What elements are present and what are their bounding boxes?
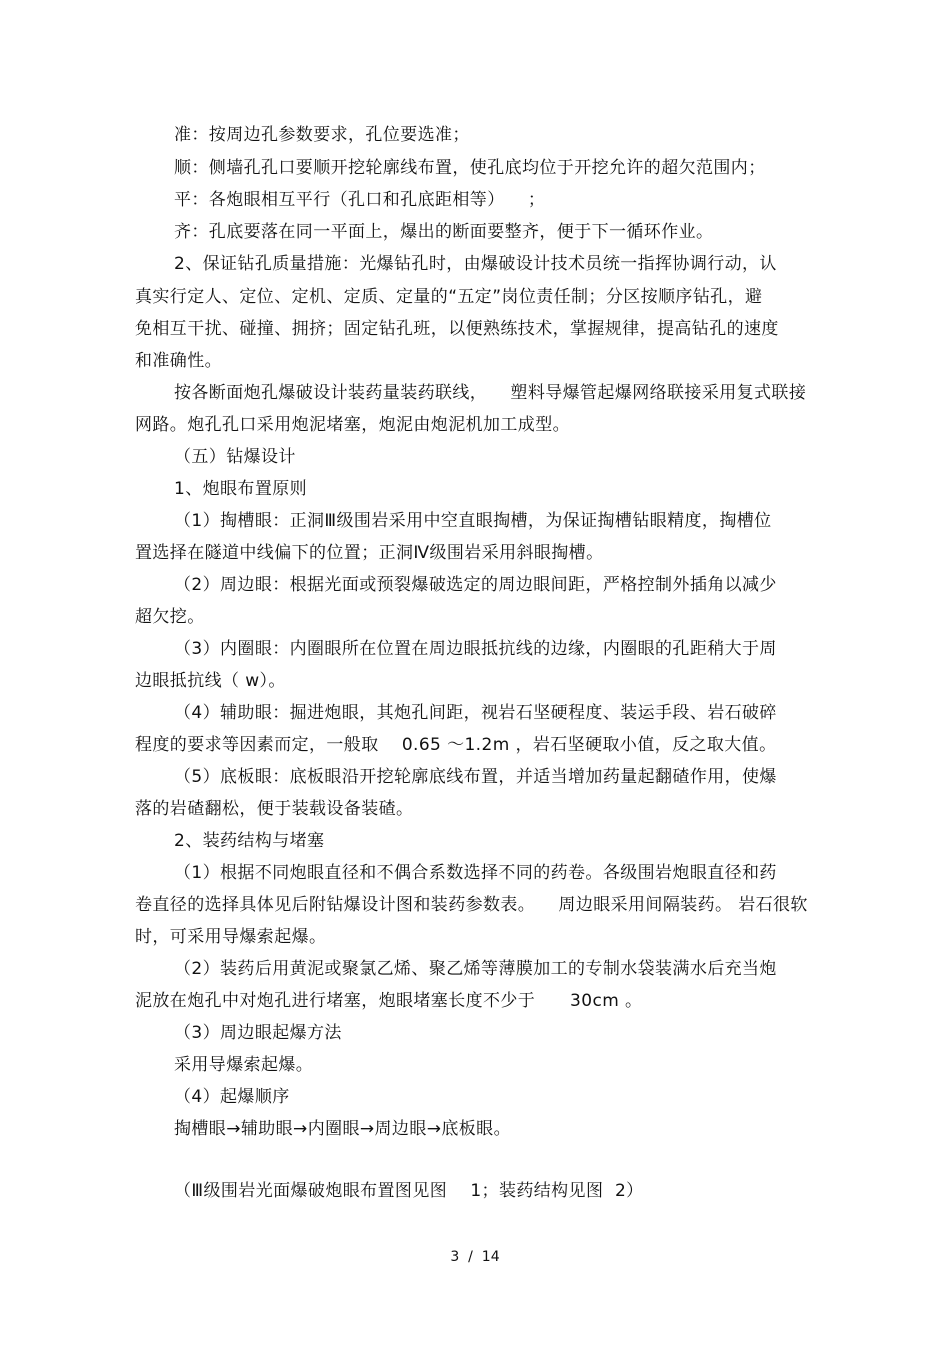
text-line: 超欠挖。 <box>135 607 205 627</box>
text-line: 顺：侧墙孔孔口要顺开挖轮廓线布置，使孔底均位于开挖允许的超欠范围内； <box>174 158 766 178</box>
text-line: 按各断面炮孔爆破设计装药量装药联线， 塑料导爆管起爆网络联接采用复式联接 <box>174 383 807 403</box>
text-line: 齐：孔底要落在同一平面上，爆出的断面要整齐，便于下一循环作业。 <box>174 222 714 242</box>
subsection-heading: 2、装药结构与堵塞 <box>174 831 325 851</box>
page-number: 3 / 14 <box>450 1249 500 1265</box>
text-line: 平：各炮眼相互平行（孔口和孔底距相等） ； <box>174 190 546 210</box>
text-line: 采用导爆索起爆。 <box>174 1055 314 1075</box>
text-line: 泥放在炮孔中对炮孔进行堵塞，炮眼堵塞长度不少于 30cm 。 <box>135 991 643 1011</box>
text-line: 网路。炮孔孔口采用炮泥堵塞，炮泥由炮泥机加工成型。 <box>135 415 570 435</box>
section-heading: （五）钻爆设计 <box>174 447 296 467</box>
text-line: 卷直径的选择具体见后附钻爆设计图和装药参数表。 周边眼采用间隔装药。 岩石很软 <box>135 895 808 915</box>
text-line: （1）根据不同炮眼直径和不偶合系数选择不同的药卷。各级围岩炮眼直径和药 <box>174 863 777 883</box>
text-line: （4）起爆顺序 <box>174 1087 290 1107</box>
text-line: （2）周边眼：根据光面或预裂爆破选定的周边眼间距，严格控制外插角以减少 <box>174 575 777 595</box>
text-line: （5）底板眼：底板眼沿开挖轮廓底线布置，并适当增加药量起翻碴作用，使爆 <box>174 767 777 787</box>
text-line: 落的岩碴翻松，便于装载设备装碴。 <box>135 799 414 819</box>
text-line: （2）装药后用黄泥或聚氯乙烯、聚乙烯等薄膜加工的专制水袋装满水后充当炮 <box>174 959 777 979</box>
text-line: 置选择在隧道中线偏下的位置；正洞Ⅳ级围岩采用斜眼掏槽。 <box>135 543 604 563</box>
text-line: 程度的要求等因素而定，一般取 0.65 ～1.2m ，岩石坚硬取小值，反之取大值。 <box>135 735 777 755</box>
text-line: 边眼抵抗线（ w）。 <box>135 671 286 691</box>
text-line: （4）辅助眼：掘进炮眼，其炮孔间距，视岩石坚硬程度、装运手段、岩石破碎 <box>174 703 777 723</box>
subsection-heading: 1、炮眼布置原则 <box>174 479 308 499</box>
text-line: 免相互干扰、碰撞、拥挤；固定钻孔班，以便熟练技术，掌握规律，提高钻孔的速度 <box>135 319 779 339</box>
figure-reference: （Ⅲ级围岩光面爆破炮眼布置图见图 1；装药结构见图 2） <box>174 1181 644 1201</box>
text-line: 准：按周边孔参数要求，孔位要选准； <box>174 125 470 145</box>
text-line: 真实行定人、定位、定机、定质、定量的“五定”岗位责任制；分区按顺序钻孔，避 <box>135 287 763 307</box>
text-line: （3）内圈眼：内圈眼所在位置在周边眼抵抗线的边缘，内圈眼的孔距稍大于周 <box>174 639 777 659</box>
text-line: 时，可采用导爆索起爆。 <box>135 927 327 947</box>
text-line: 2、保证钻孔质量措施：光爆钻孔时，由爆破设计技术员统一指挥协调行动，认 <box>174 254 777 274</box>
text-line: 掏槽眼→辅助眼→内圈眼→周边眼→底板眼。 <box>174 1119 511 1139</box>
text-line: （1）掏槽眼：正洞Ⅲ级围岩采用中空直眼掏槽，为保证掏槽钻眼精度，掏槽位 <box>174 511 772 531</box>
text-line: 和准确性。 <box>135 351 222 371</box>
text-line: （3）周边眼起爆方法 <box>174 1023 342 1043</box>
